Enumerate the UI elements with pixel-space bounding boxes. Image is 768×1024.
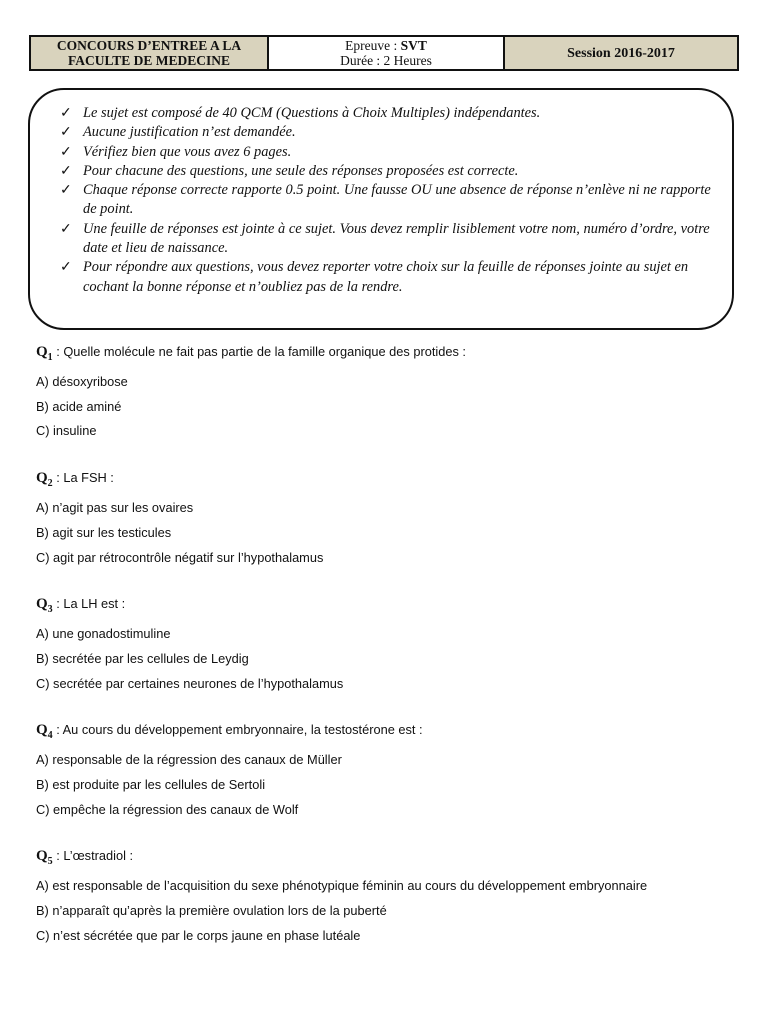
question-block xyxy=(36,592,736,696)
question-block xyxy=(36,844,736,948)
question-block xyxy=(36,466,736,570)
question-number xyxy=(36,848,53,868)
question-text: : Au cours du développement embryonnaire, la testostérone est : xyxy=(52,722,423,738)
instruction-text: Vérifiez bien que vous avez 6 pages. xyxy=(83,143,292,160)
question-heading xyxy=(36,592,736,622)
instructions-list xyxy=(30,90,732,297)
instruction-text: Chaque réponse correcte rapporte 0.5 point. Une fausse OU une absence de réponse n’enlève ni ne rapporte de point. xyxy=(83,182,711,218)
exam-session: Session 2016-2017 xyxy=(567,45,675,61)
question-index: 2 xyxy=(47,478,53,490)
question-text: : Quelle molécule ne fait pas partie de la famille organique des protides : xyxy=(52,344,466,359)
question-number xyxy=(36,596,53,616)
answer-option: A) responsable de la régression des canaux de Müller xyxy=(36,752,342,768)
answer-option: C) insuline xyxy=(36,423,97,439)
questions-section xyxy=(36,340,736,971)
instruction-item xyxy=(60,181,718,220)
instructions-box xyxy=(28,88,734,330)
question-index: 4 xyxy=(47,730,53,742)
checkmark-icon: ✓ xyxy=(60,260,72,276)
checkmark-icon: ✓ xyxy=(60,125,72,141)
answer-option: C) agit par rétrocontrôle négatif sur l’hypothalamus xyxy=(36,549,324,565)
checkmark-icon: ✓ xyxy=(60,106,72,121)
exam-duration: Durée : 2 Heures xyxy=(340,53,432,68)
question-heading xyxy=(36,844,736,874)
answer-option: B) est produite par les cellules de Sertoli xyxy=(36,777,266,793)
question-text: : La FSH : xyxy=(52,470,114,486)
question-letter: Q xyxy=(36,344,48,360)
instruction-text: Le sujet est composé de 40 QCM (Questions à Choix Multiples) indépendantes. xyxy=(83,105,541,121)
instruction-item xyxy=(60,104,718,123)
question-text: : La LH est : xyxy=(52,596,126,612)
instruction-item xyxy=(60,123,718,142)
instruction-text: Une feuille de réponses est jointe à ce sujet. Vous devez remplir lisiblement votre nom, numéro d’ordre, votre date et lieu de naissance. xyxy=(83,220,710,257)
question-number xyxy=(36,470,53,490)
exam-session-cell xyxy=(505,37,737,69)
answer-option: B) secrétée par les cellules de Leydig xyxy=(36,650,249,666)
question-number xyxy=(36,722,53,742)
instruction-item xyxy=(60,258,718,297)
checkmark-icon: ✓ xyxy=(60,163,72,179)
question-block xyxy=(36,718,736,822)
answer-option: B) acide aminé xyxy=(36,398,122,414)
answer-option: A) désoxyribose xyxy=(36,374,128,389)
subject-name: SVT xyxy=(400,38,427,53)
question-index: 1 xyxy=(47,352,53,363)
answer-option: C) empêche la régression des canaux de Wolf xyxy=(36,801,299,817)
question-heading xyxy=(36,466,736,496)
answer-option: A) est responsable de l’acquisition du sexe phénotypique féminin au cours du développement embryonnaire xyxy=(36,878,648,894)
answer-option: A) une gonadostimuline xyxy=(36,626,171,642)
question-letter: Q xyxy=(36,848,48,865)
instruction-text: Pour répondre aux questions, vous devez reporter votre choix sur la feuille de réponses jointe au sujet en cochant la bonne réponse et n’oubliez pas de la rendre. xyxy=(83,259,689,295)
question-letter: Q xyxy=(36,596,48,613)
instruction-item xyxy=(60,143,718,162)
instruction-text: Pour chacune des questions, une seule des réponses proposées est correcte. xyxy=(83,162,519,179)
checkmark-icon: ✓ xyxy=(60,221,72,237)
instruction-text: Aucune justification n’est demandée. xyxy=(83,124,296,141)
exam-title-line2: FACULTE DE MEDECINE xyxy=(67,53,231,68)
exam-subject-cell xyxy=(269,37,505,69)
answer-option: C) n’est sécrétée que par le corps jaune en phase lutéale xyxy=(36,927,361,943)
instruction-item xyxy=(60,162,718,181)
question-number xyxy=(36,344,53,363)
question-index: 3 xyxy=(47,604,53,616)
instruction-item xyxy=(60,220,718,259)
answer-option: B) n’apparaît qu’après la première ovulation lors de la puberté xyxy=(36,903,387,919)
exam-subject-line xyxy=(345,38,427,53)
subject-prefix: Epreuve : xyxy=(345,38,401,53)
answer-option: A) n’agit pas sur les ovaires xyxy=(36,500,194,516)
question-text: : L’œstradiol : xyxy=(52,848,134,864)
checkmark-icon: ✓ xyxy=(60,183,72,199)
answer-option: B) agit sur les testicules xyxy=(36,524,172,540)
exam-header xyxy=(29,35,739,71)
question-heading xyxy=(36,340,736,370)
question-block xyxy=(36,340,736,444)
checkmark-icon: ✓ xyxy=(60,144,72,160)
question-index: 5 xyxy=(47,856,53,868)
question-heading xyxy=(36,718,736,748)
exam-title-cell xyxy=(31,37,269,69)
answer-option: C) secrétée par certaines neurones de l’hypothalamus xyxy=(36,675,344,691)
exam-title-line1: CONCOURS D’ENTREE A LA xyxy=(56,38,242,53)
question-letter: Q xyxy=(36,470,48,487)
question-letter: Q xyxy=(36,722,48,739)
